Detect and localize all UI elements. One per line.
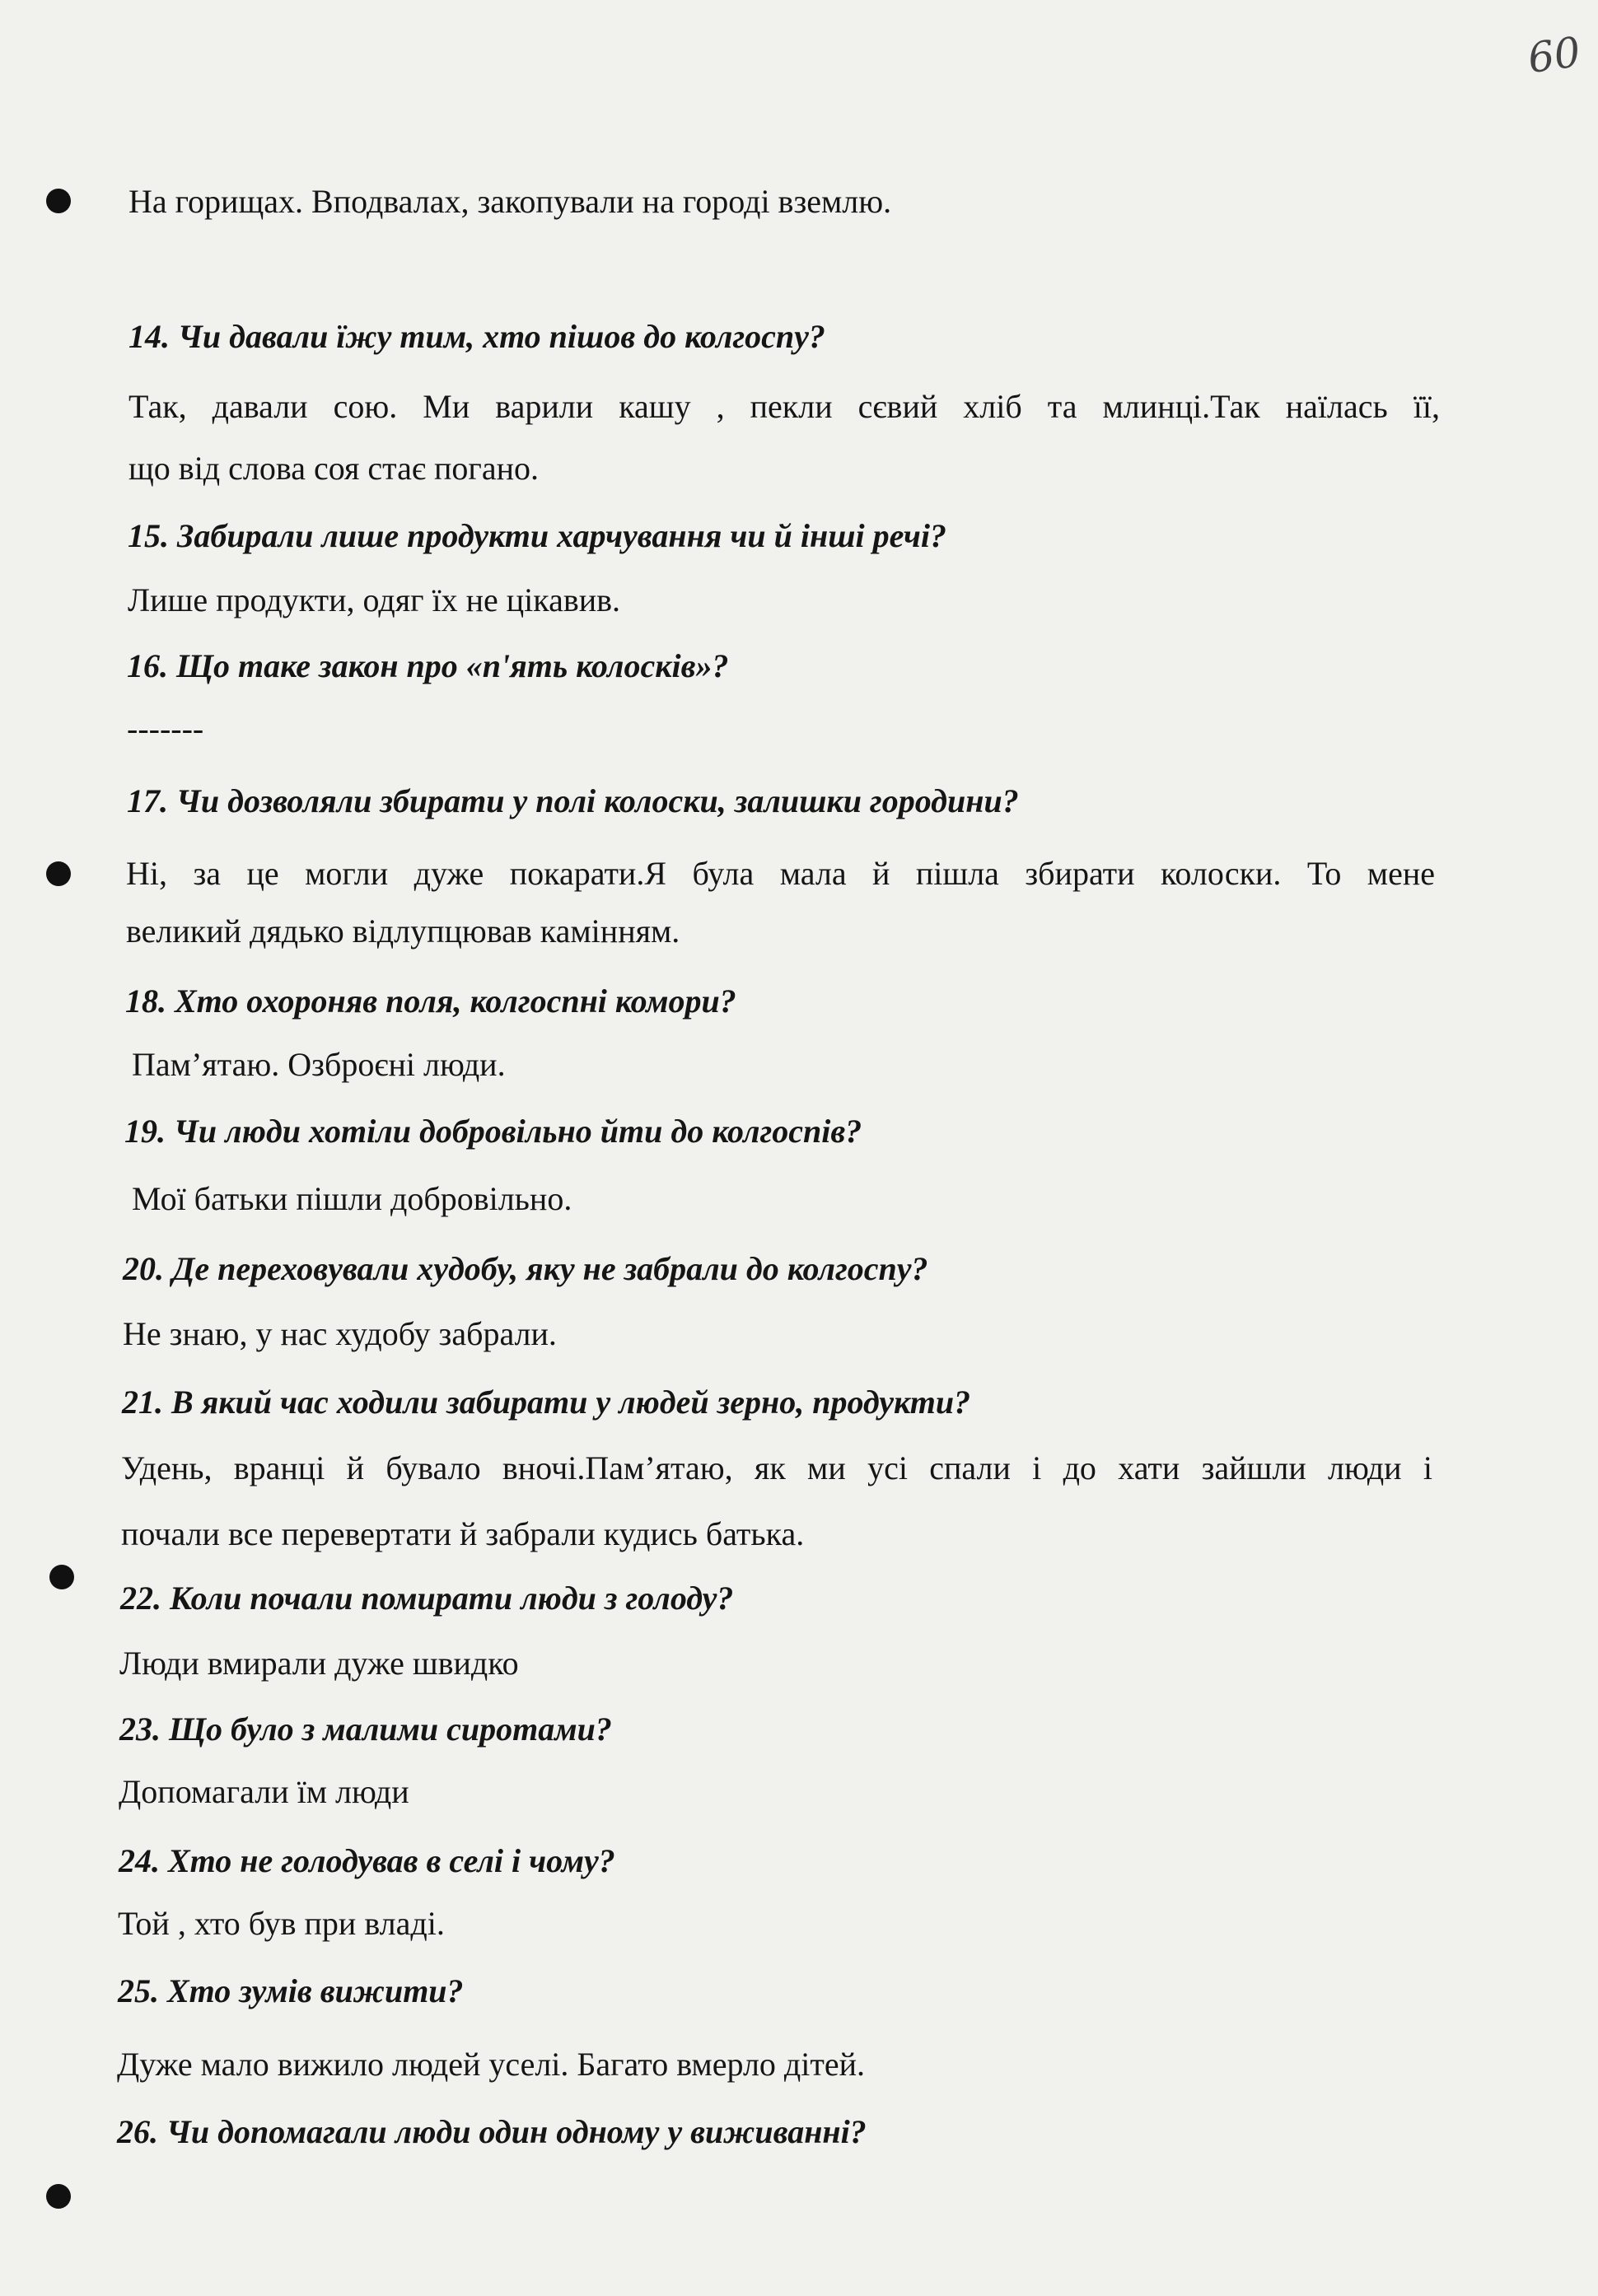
question-19: 19. Чи люди хотіли добровільно йти до колгоспів? (124, 1113, 862, 1150)
answer-line: що від слова соя стає погано. (128, 450, 539, 487)
answer-line: Удень, вранці й бувало вночі.Пам’ятаю, як ми усі спали і до хати зайшли люди і (121, 1449, 1432, 1486)
question-15: 15. Забирали лише продукти харчування чи й інші речі? (128, 517, 946, 554)
answer-line: Не знаю, у нас худобу забрали. (123, 1315, 557, 1352)
punch-hole (46, 861, 71, 886)
question-17: 17. Чи дозволяли збирати у полі колоски, залишки городини? (127, 782, 1019, 819)
answer-line: На горищах. Вподвалах, закопували на городі вземлю. (128, 183, 892, 220)
answer-line: Той , хто був при владі. (118, 1905, 445, 1942)
punch-hole (46, 2184, 71, 2209)
question-22: 22. Коли почали помирати люди з голоду? (120, 1580, 734, 1617)
punch-hole (49, 1565, 74, 1589)
answer-line: великий дядько відлупцював камінням. (126, 912, 680, 950)
answer-line: Так, давали сою. Ми варили кашу , пекли сєвий хліб та млинці.Так наїлась її, (128, 388, 1440, 425)
question-24: 24. Хто не голодував в селі і чому? (119, 1842, 615, 1879)
question-20: 20. Де переховували худобу, яку не забрали до колгоспу? (123, 1250, 928, 1287)
answer-line: Пам’ятаю. Озброєні люди. (132, 1046, 506, 1083)
answer-line: ------- (127, 710, 204, 747)
answer-line: Допомагали їм люди (119, 1773, 409, 1810)
answer-line: почали все перевертати й забрали кудись батька. (121, 1515, 805, 1552)
answer-line: Люди вмирали дуже швидко (119, 1645, 519, 1682)
punch-hole (46, 189, 71, 213)
answer-line: Мої батьки пішли добровільно. (132, 1180, 572, 1217)
question-14: 14. Чи давали їжу тим, хто пішов до колгоспу? (128, 318, 825, 355)
question-18: 18. Хто охороняв поля, колгоспні комори? (125, 982, 736, 1020)
answer-line: Ні, за це могли дуже покарати.Я була мала й пішла збирати колоски. То мене (126, 855, 1435, 892)
answer-line: Лише продукти, одяг їх не цікавив. (128, 581, 621, 618)
question-25: 25. Хто зумів вижити? (118, 1972, 464, 2009)
question-16: 16. Що таке закон про «п'ять колосків»? (127, 647, 729, 684)
question-21: 21. В який час ходили забирати у людей зерно, продукти? (122, 1384, 971, 1421)
question-26: 26. Чи допомагали люди один одному у виживанні? (117, 2113, 867, 2150)
page-number: 60 (1525, 27, 1584, 83)
question-23: 23. Що було з малими сиротами? (119, 1710, 612, 1748)
answer-line: Дуже мало вижило людей уселі. Багато вмерло дітей. (117, 2046, 866, 2083)
